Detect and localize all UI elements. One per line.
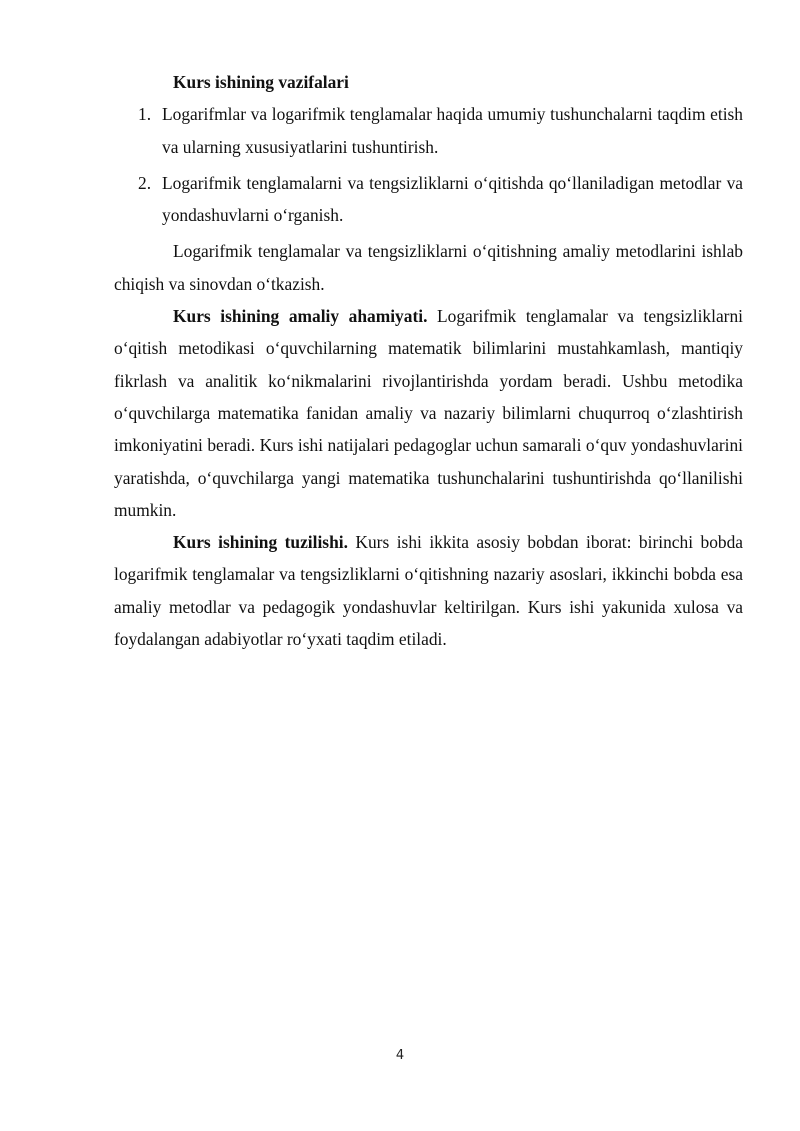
task-item: [114, 98, 743, 163]
section-heading: Kurs ishining vazifalari: [173, 72, 349, 92]
document-page: [114, 66, 743, 655]
task-text: Logarifmlar va logarifmik tenglamalar haqida umumiy tushunchalarni taqdim etish va ularning xususiyatlarini tushuntirish.: [162, 104, 743, 157]
paragraph-structure: [114, 526, 743, 655]
paragraph-text: Logarifmik tenglamalar va tengsizliklarni o‘qitishning amaliy metodlarini ishlab chiqish va sinovdan o‘tkazish.: [114, 241, 743, 294]
paragraph-practical-significance: [114, 300, 743, 526]
paragraph-practical-methods: [114, 235, 743, 300]
paragraph-lead: Kurs ishining tuzilishi.: [173, 532, 348, 553]
task-list: [114, 98, 743, 231]
task-number: 1.: [138, 104, 152, 125]
task-text: Logarifmik tenglamalarni va tengsizliklarni o‘qitishda qo‘llaniladigan metodlar va yondashuvlarni o‘rganish.: [162, 172, 743, 226]
task-number: 2.: [138, 172, 152, 193]
task-item: [114, 167, 743, 232]
page-number: 4: [395, 1048, 405, 1063]
paragraph-lead: Kurs ishining amaliy ahamiyati.: [173, 306, 428, 327]
paragraph-text: Logarifmik tenglamalar va tengsizliklarni o‘qitish metodikasi o‘quvchilarning matematik bilimlarini mustahkamlash, mantiqiy fikrlash va analitik ko‘nikmalarini rivojlantirishda yordam beradi. Ushbu metodika o‘quvchilarga matematika fanidan amaliy va nazariy bilimlarni chuqurroq o‘zlashtirish imkoniyatini beradi. Kurs ishi natijalari pedagoglar uchun samarali o‘quv yondashuvlarini yaratishda, o‘quvchilarga yangi matematika tushunchalarini tushuntirishda qo‘llanilishi mumkin.: [114, 306, 743, 520]
paragraph-text: Kurs ishi ikkita asosiy bobdan iborat: birinchi bobda logarifmik tenglamalar va tengsizliklarni o‘qitishning nazariy asoslari, ikkinchi bobda esa amaliy metodlar va pedagogik yondashuvlar keltirilgan. Kurs ishi yakunida xulosa va foydalangan adabiyotlar ro‘yxati taqdim etiladi.: [114, 532, 744, 650]
